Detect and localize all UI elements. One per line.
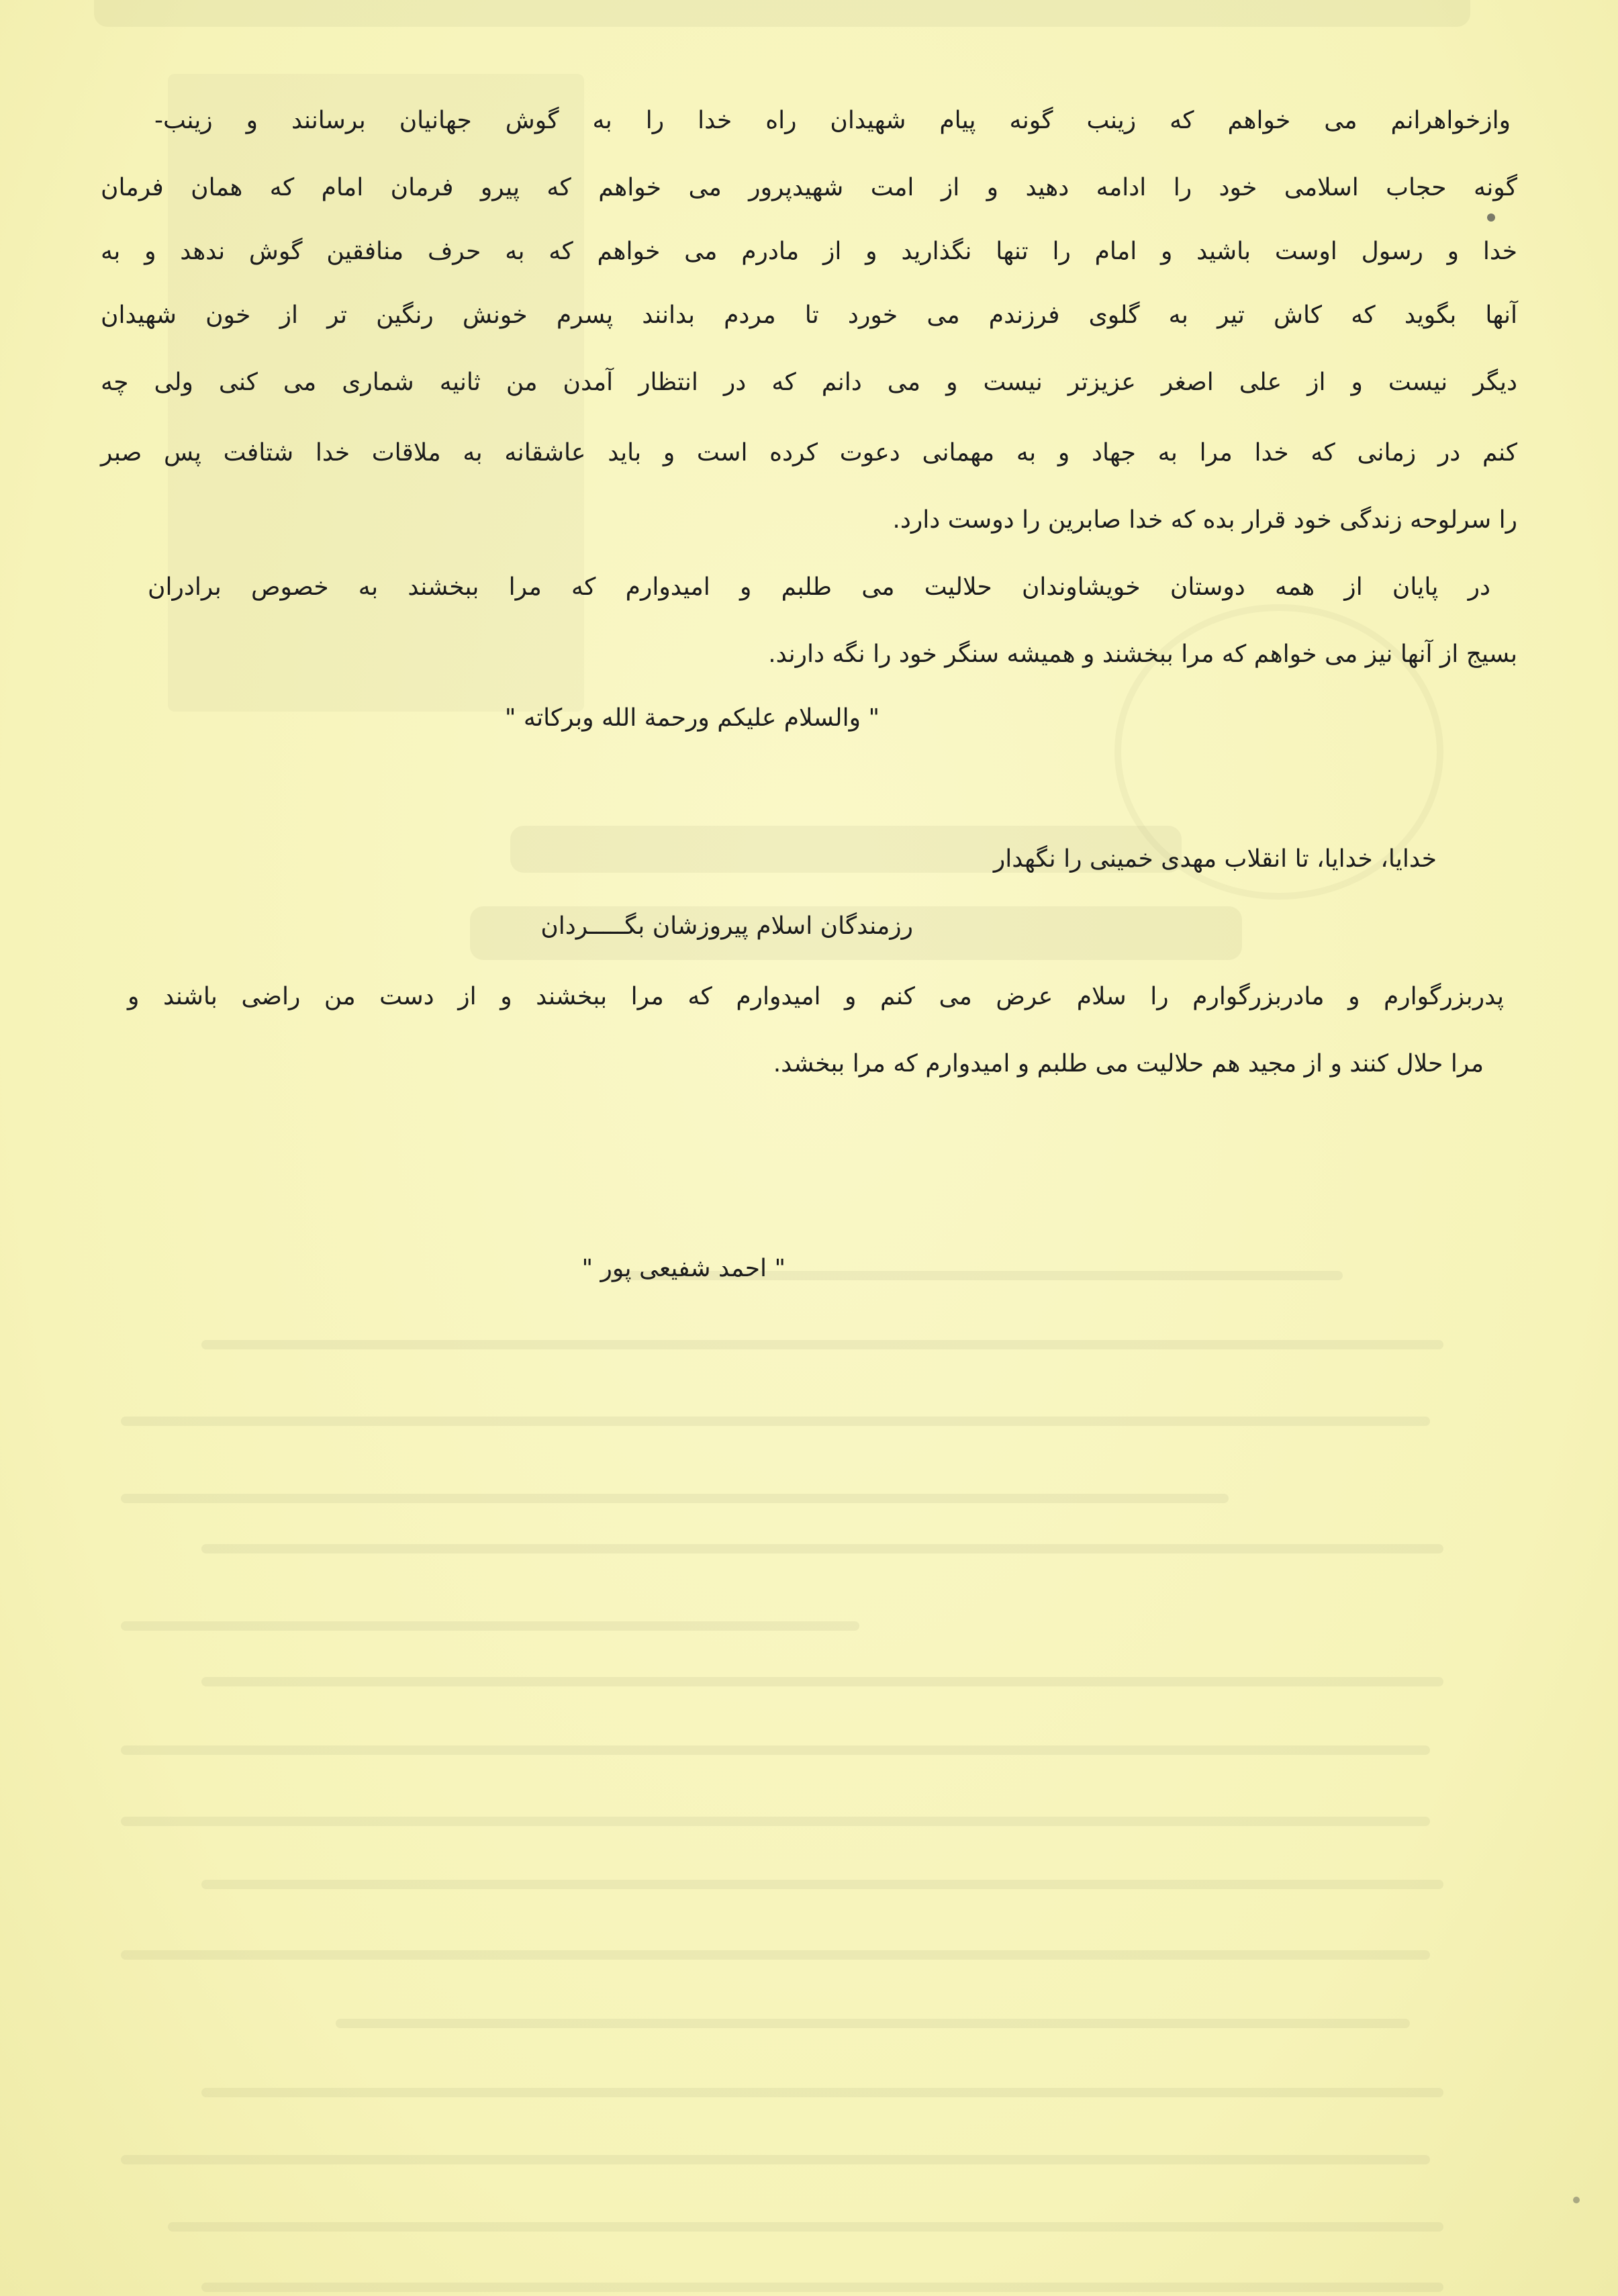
bleed-through-line bbox=[168, 2222, 1443, 2232]
prayer-line-1: خدایا، خدایا، تا انقلاب مهدی خمینی را نگهدار bbox=[993, 845, 1437, 873]
prayer-line-2: رزمندگان اسلام پیروزشان بگـــــردان bbox=[540, 912, 913, 940]
paragraph-2-line-1: در پایان از همه دوستان خویشاوندان حلالیت می طلبم و امیدوارم که مرا ببخشند به خصوص برادران bbox=[148, 573, 1490, 601]
paragraph-1-line-4: آنها بگوید که کاش تیر به گلوی فرزندم می خورد تا مردم بدانند پسرم خونش رنگین تر از خون شهیدان bbox=[101, 301, 1517, 329]
bleed-through-line bbox=[121, 1745, 1430, 1755]
paragraph-3-line-2: مرا حلال کنند و از مجید هم حلالیت می طلبم و امیدوارم که مرا ببخشد. bbox=[773, 1050, 1484, 1078]
scan-speck bbox=[1487, 213, 1495, 222]
bleed-through-line bbox=[121, 1817, 1430, 1826]
bleed-through-line bbox=[201, 2283, 1443, 2292]
scan-speck bbox=[1573, 2197, 1580, 2203]
bleed-through-line bbox=[201, 1340, 1443, 1349]
bleed-through-line bbox=[201, 1677, 1443, 1686]
paragraph-1-line-2: گونه حجاب اسلامی خود را ادامه دهید و از امت شهیدپرور می خواهم که پیرو فرمان امام که همان فرمان bbox=[101, 174, 1517, 201]
paragraph-1-line-1: وازخواهرانم می خواهم که زینب گونه پیام شهیدان راه خدا را به گوش جهانیان برسانند و زینب- bbox=[154, 107, 1511, 134]
paragraph-1-line-7: را سرلوحه زندگی خود قرار بده که خدا صابرین را دوست دارد. bbox=[892, 506, 1517, 534]
bleed-through-title-top bbox=[94, 0, 1470, 27]
paragraph-2-line-2: بسیج از آنها نیز می خواهم که مرا ببخشند و همیشه سنگر خود را نگه دارند. bbox=[768, 640, 1517, 668]
paragraph-1-line-5: دیگر نیست و از علی اصغر عزیزتر نیست و می دانم که در انتظار آمدن من ثانیه شماری می کنی ولی چه bbox=[101, 369, 1517, 396]
bleed-through-line bbox=[201, 1880, 1443, 1889]
bleed-through-line bbox=[121, 1494, 1229, 1503]
bleed-through-line bbox=[201, 1544, 1443, 1553]
bleed-through-line bbox=[121, 2155, 1430, 2164]
paragraph-3-line-1: پدربزرگوارم و مادربزرگوارم را سلام عرض می کنم و امیدوارم که مرا ببخشند و از دست من راضی باشند و bbox=[128, 983, 1504, 1010]
closing-salutation: " والسلام علیکم ورحمة الله وبرکاته " bbox=[504, 704, 879, 732]
bleed-through-line bbox=[121, 1621, 859, 1631]
bleed-through-line bbox=[121, 1950, 1430, 1960]
bleed-through-line bbox=[336, 2019, 1410, 2028]
paragraph-1-line-6: کنم در زمانی که خدا مرا به جهاد و به مهمانی دعوت کرده است و باید عاشقانه به ملاقات خدا شتافت پس صبر bbox=[101, 439, 1517, 467]
bleed-through-line bbox=[201, 2088, 1443, 2097]
paragraph-1-line-3: خدا و رسول اوست باشید و امام را تنها نگذارید و از مادرم می خواهم که به حرف منافقین گوش ندهد و به bbox=[101, 238, 1517, 265]
bleed-through-line bbox=[121, 1417, 1430, 1426]
signature-name: " احمد شفیعی پور " bbox=[581, 1255, 786, 1282]
